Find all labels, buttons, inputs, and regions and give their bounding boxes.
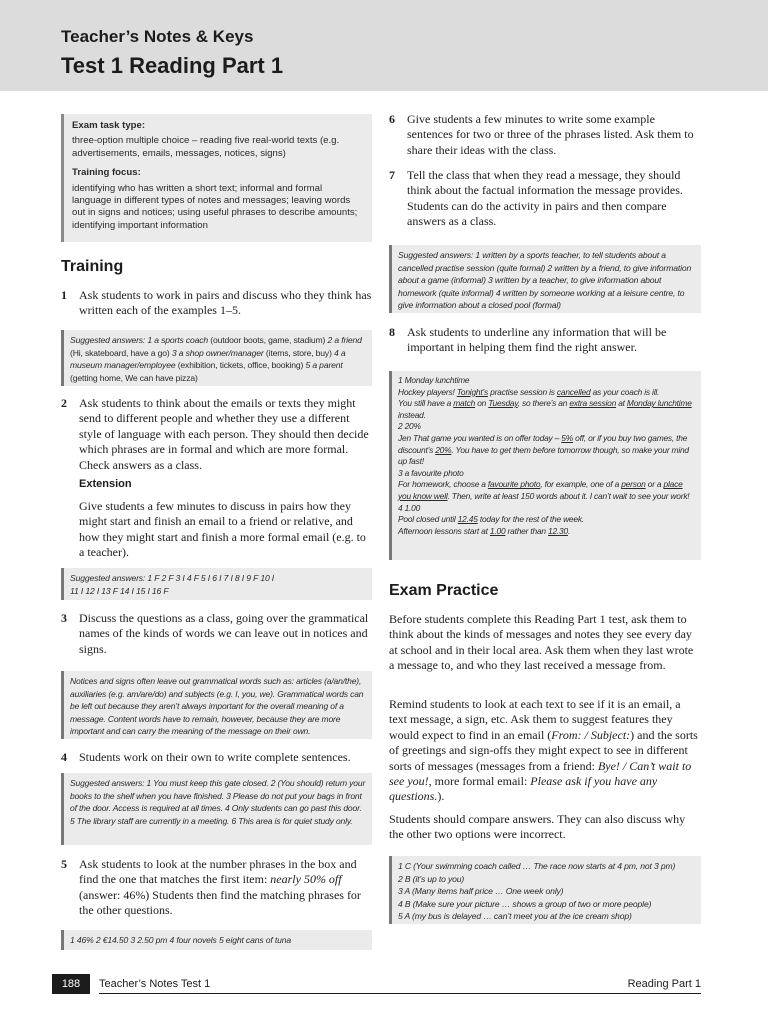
- exam-practice-heading: Exam Practice: [389, 582, 499, 599]
- training-step-1: [61, 288, 372, 319]
- training-step-7: [389, 168, 701, 230]
- answers-box-5: 1 46% 2 €14.50 3 2.50 pm 4 four novels 5 eight cans of tuna: [61, 930, 372, 950]
- step-number: 5: [61, 857, 67, 871]
- page-number: 188: [52, 974, 90, 994]
- answers-box-8: 1 Monday lunchtime Hockey players! Tonight’s practise session is cancelled as your coach is ill. You still have a match on Tuesday, so there’s an extra session at Monday lunchtime instead. 2 20% Jen That game you wanted is on offer today – 5% off, or if you buy two games, the discount’s 20%. You have to get them before tomorrow though, so make your mind up fast! 3 a favourite photo For homework, choose a favourite photo, for example, one of a person or a place you know well. Then, write at least 150 words about it. I can’t wait to see your work! 4 1.00 Pool closed until 12.45 today for the rest of the week. Afternoon lessons start at 1.00 rather than 12.30.: [389, 371, 701, 560]
- training-focus-text: identifying who has written a short text; informal and formal language in different types of notes and messages; leaving words out in signs and notices; using useful phrases to describe amounts; identifying important information: [72, 182, 358, 231]
- step-text: Give students a few minutes to write some example sentences for two or three of the phrases listed. Ask them to share their ideas with the class.: [407, 112, 694, 157]
- step-text: Students work on their own to write complete sentences.: [79, 750, 351, 764]
- footer-divider: [99, 993, 701, 994]
- step-number: 2: [61, 396, 67, 410]
- extension-text: Give students a few minutes to discuss in pairs how they might start and finish an email to a friend or relative, and how they might start and finish a more formal email (e.g. to a teacher).: [79, 499, 366, 560]
- training-focus-label: Training focus:: [72, 167, 141, 179]
- training-step-2: [61, 396, 372, 473]
- step-text: Discuss the questions as a class, going over the grammatical names of the kinds of words we can leave out in notices and signs.: [79, 611, 369, 656]
- step-number: 4: [61, 750, 67, 764]
- header-subtitle: Teacher’s Notes & Keys: [61, 27, 254, 46]
- training-step-5: [61, 857, 372, 919]
- answers-box-2: Suggested answers: 1 F 2 F 3 I 4 F 5 I 6 I 7 I 8 I 9 F 10 I 11 I 12 I 13 F 14 I 15 I 16 F: [61, 568, 372, 600]
- answers-box-3: Notices and signs often leave out grammatical words such as: articles (a/an/the), auxiliaries (e.g. am/are/do) and subjects (e.g. I, you, we). Grammatical words can be left out because they aren’t always important for the overall meaning of a message. Content words have to remain, however, because they are more important and can carry the meaning of the message on their own.: [61, 671, 372, 739]
- step-number: 6: [389, 112, 395, 126]
- step-text: Ask students to underline any information that will be important in helping them find the right answer.: [407, 325, 667, 355]
- step-text: Ask students to look at the number phrases in the box and find the one that matches the first item:: [79, 857, 357, 887]
- answers-box-7: Suggested answers: 1 written by a sports teacher, to tell students about a cancelled practise session (quite formal) 2 written by a friend, to give information about a game (informal) 3 written by a teacher, to give information about homework (quite informal) 4 written by someone working at a leisure centre, to give information about a closed pool (formal): [389, 245, 701, 313]
- step-text: Tell the class that when they read a message, they should think about the factual information the message provides. Students can do the activity in pairs and then compare answers as a class.: [407, 168, 683, 229]
- training-step-8: [389, 325, 701, 356]
- exam-practice-paragraph-1: Before students complete this Reading Part 1 test, ask them to think about the kinds of messages and notes they see every day at school and in their local area. Ask them when they last wrote a message to, and who they last received a message from.: [389, 612, 694, 673]
- training-step-6: [389, 112, 701, 158]
- extension-heading: Extension: [79, 478, 132, 490]
- exam-task-box: [61, 114, 372, 242]
- answers-box-4: Suggested answers: 1 You must keep this gate closed. 2 (You should) return your books to the shelf when you have finished. 3 Please do not put your bags in front of the door. Access is required at all times. 4 Only students can go past this door. 5 The library staff are currently in a meeting. 6 This area is for quiet study only.: [61, 773, 372, 845]
- page-header: [0, 0, 768, 91]
- step-text-rest: (answer: 46%) Students then find the matching phrases for the other questions.: [79, 887, 361, 918]
- answers-box-1: Suggested answers: 1 a sports coach (outdoor boots, game, stadium) 2 a friend (Hi, skateboard, have a go) 3 a shop owner/manager (items, store, buy) 4 a museum manager/employee (exhibition, tickets, office, booking) 5 a parent (getting home, We can have pizza): [61, 330, 372, 386]
- step-number: 7: [389, 168, 395, 182]
- step-italic-phrase: nearly 50% off: [270, 872, 342, 887]
- exam-practice-paragraph-2: Remind students to look at each text to see if it is an email, a text message, a sign, etc. Ask them to suggest features they would expect to find in an email (From: / Subject:) and the sorts of greetings and sign-offs they might expect to see in different sorts of messages (messages from a friend: Bye! / Can’t wait to see you!, more formal email: Please ask if you have any questions.).: [389, 697, 698, 804]
- footer-left-text: Teacher’s Notes Test 1: [99, 978, 211, 990]
- step-text: Ask students to think about the emails or texts they might send to different people and whether they use a different style of language with each person. They should then decide which phrases are in formal and which are more formal. Check answers as a class.: [79, 396, 369, 472]
- exam-practice-paragraph-3: Students should compare answers. They can also discuss why the other two options were incorrect.: [389, 812, 686, 842]
- answers-box-exam: 1 C (Your swimming coach called … The race now starts at 4 pm, not 3 pm) 2 B (it’s up to you) 3 A (Many items half price … One week only) 4 B (Make sure your picture … shows a group of two or more people) 5 A (my bus is delayed … can’t meet you at the ice cream shop): [389, 856, 701, 924]
- step-number: 8: [389, 325, 395, 339]
- step-number: 3: [61, 611, 67, 625]
- training-step-4: [61, 750, 372, 765]
- footer-right-text: Reading Part 1: [627, 978, 701, 990]
- exam-task-label: Exam task type:: [72, 120, 146, 131]
- step-number: 1: [61, 288, 67, 302]
- training-heading: Training: [61, 258, 124, 275]
- training-step-3: [61, 611, 372, 657]
- exam-task-text: three-option multiple choice – reading five real-world texts (e.g. advertisements, emails, messages, notices, signs): [72, 135, 340, 159]
- header-title: Test 1 Reading Part 1: [61, 53, 284, 78]
- step-text: Ask students to work in pairs and discuss who they think has written each of the examples 1–5.: [79, 288, 372, 318]
